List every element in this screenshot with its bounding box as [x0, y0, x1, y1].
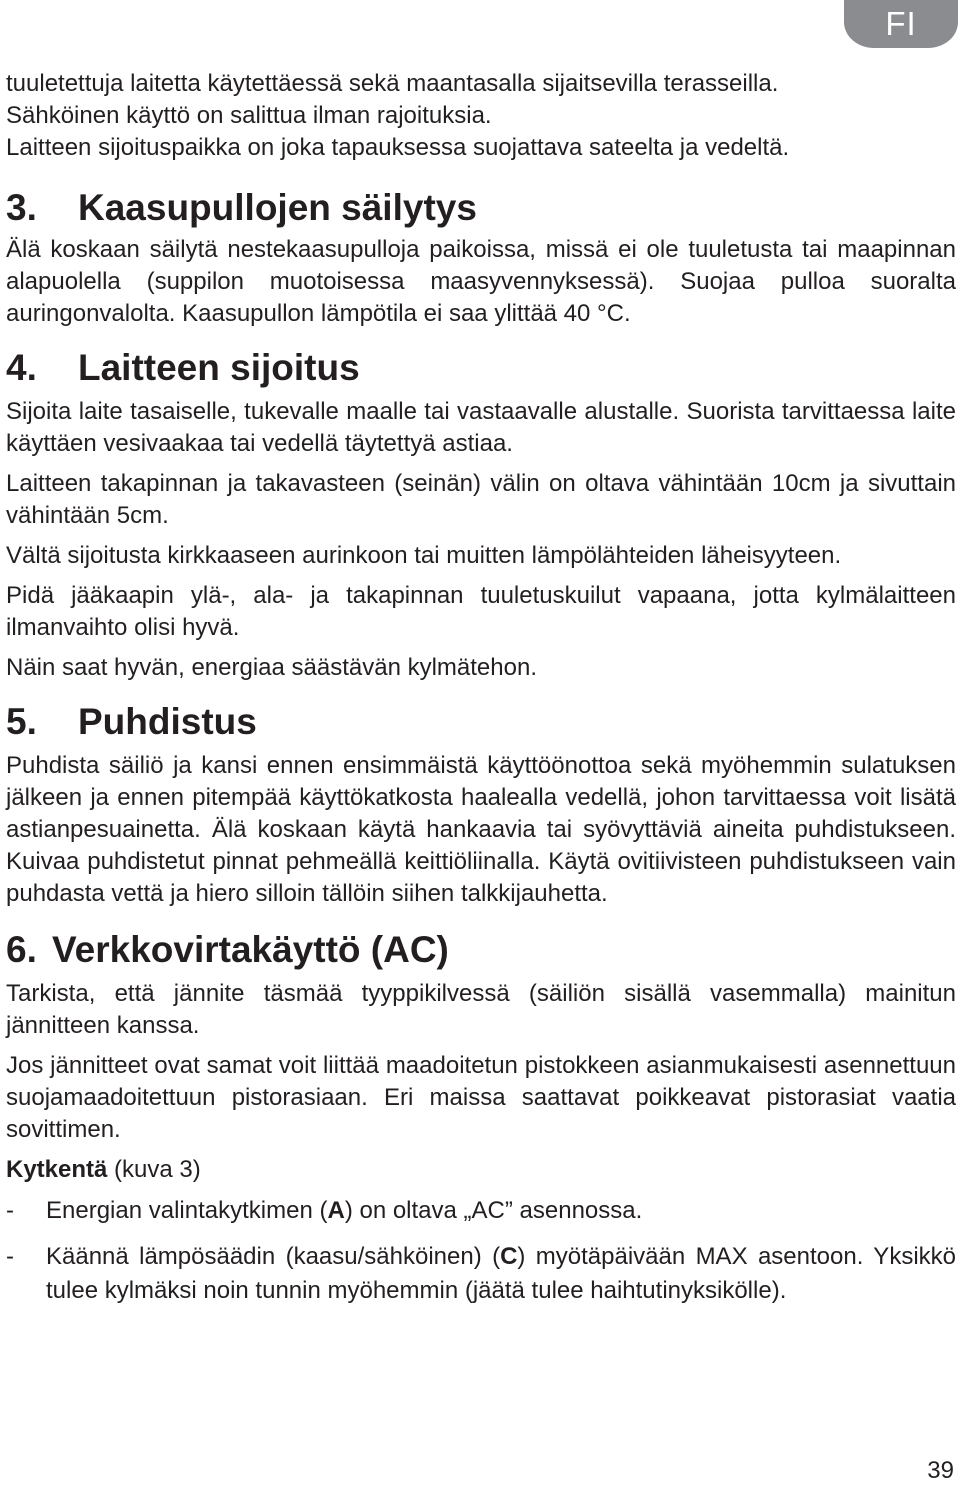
section-number: 4. — [6, 347, 37, 388]
paragraph: Jos jännitteet ovat samat voit liittää maadoitetun pistokkeen asianmukaisesti asennettuun suojamaadoitettuun pistorasiaan. Eri maissa saattavat poikkeavat pistorasiat vaatia sovittimen. — [6, 1052, 956, 1143]
paragraph: Näin saat hyvän, energiaa säästävän kylmätehon. — [6, 654, 537, 681]
page-number: 39 — [927, 1457, 954, 1484]
paragraph: Vältä sijoitusta kirkkaaseen aurinkoon tai muitten lämpölähteiden läheisyyteen. — [6, 542, 842, 569]
paragraph: Pidä jääkaapin ylä-, ala- ja takapinnan tuuletuskuilut vapaana, jotta kylmälaitteen ilmanvaihto olisi hyvä. — [6, 582, 956, 641]
connection-label: Kytkentä — [6, 1156, 108, 1183]
paragraph: Laitteen takapinnan ja takavasteen (seinän) välin on oltava vähintään 10cm ja sivuttain vähintään 5cm. — [6, 470, 956, 529]
connection-steps — [6, 1194, 956, 1308]
section-gas-cylinder-storage — [6, 184, 956, 330]
section-cleaning — [6, 698, 956, 910]
language-badge: FI — [844, 0, 958, 48]
connection-heading — [6, 1154, 956, 1186]
section-heading — [6, 184, 956, 232]
paragraph: Puhdista säiliö ja kansi ennen ensimmäistä käyttöönottoa sekä myöhemmin sulatuksen jälkeen ja ennen pitempää käyttökatkosta haalealla vedellä, johon tarvittaessa voit lisätä astianpesuainetta. Älä koskaan käytä hankaavia tai syövyttäviä aineita puhdistukseen. Kuivaa puhdistetut pinnat pehmeällä keittiöliinalla. Käytä ovitiivisteen puhdistukseen vain puhdasta vettä ja hiero silloin tällöin siihen talkkijauhetta. — [6, 752, 956, 907]
section-title: Puhdistus — [78, 701, 257, 742]
section-number: 6. — [6, 929, 37, 970]
intro-text — [6, 68, 956, 164]
section-number: 5. — [6, 701, 37, 742]
section-mains-operation — [6, 926, 956, 1308]
paragraph: Tarkista, että jännite täsmää tyyppikilvessä (säiliön sisällä vasemmalla) mainitun jännitteen kanssa. — [6, 980, 956, 1039]
section-title: Kaasupullojen säilytys — [78, 187, 477, 228]
paragraph: Sijoita laite tasaiselle, tukevalle maalle tai vastaavalle alustalle. Suorista tarvittaessa laite käyttäen vesivaakaa tai vedellä täytettyä astiaa. — [6, 398, 956, 457]
intro-line: Sähköinen käyttö on salittua ilman rajoituksia. — [6, 102, 492, 129]
step-text-after: ) myötäpäivään MAX asentoon. Yksikkö tulee kylmäksi noin tunnin myöhemmin (jäätä tulee haihtutinyksikölle). — [46, 1243, 956, 1304]
list-item — [6, 1240, 956, 1308]
step-text-before: Energian valintakytkimen ( — [46, 1197, 328, 1224]
list-dash: - — [6, 1243, 14, 1270]
section-heading — [6, 698, 956, 746]
list-item — [6, 1194, 956, 1228]
step-key-letter: C — [500, 1243, 518, 1270]
document-body — [6, 68, 956, 1308]
list-dash: - — [6, 1197, 14, 1224]
intro-line: tuuletettuja laitetta käytettäessä sekä maantasalla sijaitsevilla terasseilla. — [6, 70, 779, 97]
step-key-letter: A — [327, 1197, 345, 1224]
step-text-after: ) on oltava „AC” asennossa. — [344, 1197, 643, 1224]
intro-line: Laitteen sijoituspaikka on joka tapauksessa suojattava sateelta ja vedeltä. — [6, 134, 790, 161]
list-item-text — [46, 1194, 956, 1228]
section-device-placement — [6, 344, 956, 684]
section-number: 3. — [6, 187, 37, 228]
section-title: Verkkovirtakäyttö (AC) — [52, 929, 449, 970]
section-heading — [6, 926, 956, 974]
list-item-text — [46, 1240, 956, 1308]
section-heading — [6, 344, 956, 392]
section-title: Laitteen sijoitus — [78, 347, 360, 388]
paragraph: Älä koskaan säilytä nestekaasupulloja paikoissa, missä ei ole tuuletusta tai maapinnan alapuolella (suppilon muotoisessa maasyvennyksessä). Suojaa pulloa suoralta auringonvalolta. Kaasupullon lämpötila ei saa ylittää 40 °C. — [6, 236, 956, 327]
step-text-before: Käännä lämpösäädin (kaasu/sähköinen) ( — [46, 1243, 501, 1270]
connection-figure-ref: (kuva 3) — [107, 1156, 201, 1183]
